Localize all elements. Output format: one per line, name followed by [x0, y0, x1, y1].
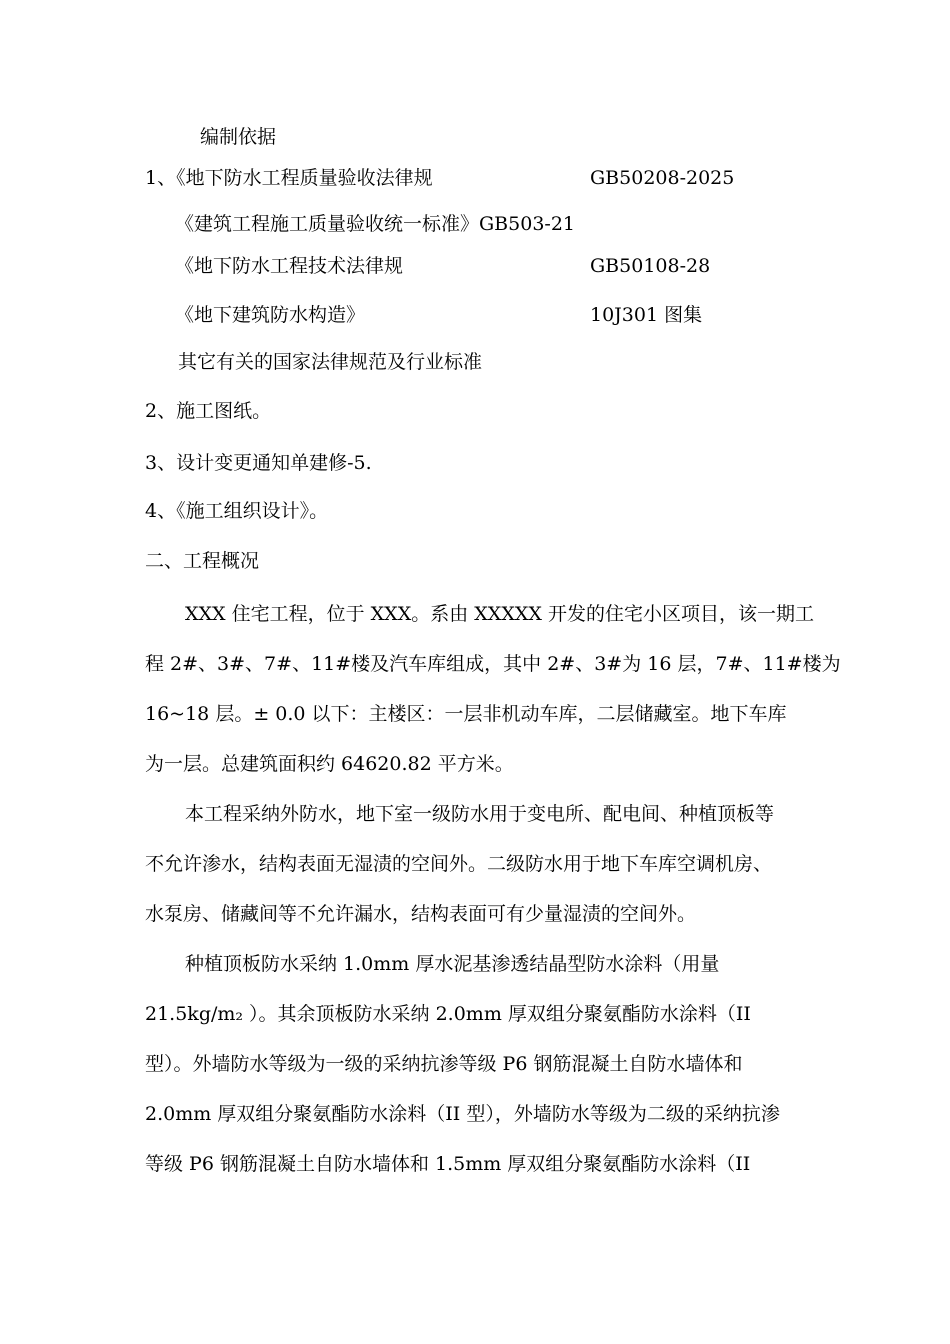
basis-heading: 编制依据 — [200, 126, 277, 148]
reference-4-code: 10J301 图集 — [590, 304, 703, 326]
paragraph-line: 本工程采纳外防水，地下室一级防水用于变电所、配电间、种植顶板等 — [185, 803, 775, 825]
reference-2-title: 《建筑工程施工质量验收统一标准》GB503-21 — [175, 213, 576, 235]
paragraph-line: 为一层。总建筑面积约 64620.82 平方米。 — [145, 753, 514, 775]
paragraph-line: 21.5kg/m₂ ）。其余顶板防水采纳 2.0mm 厚双组分聚氨酯防水涂料（II — [145, 1003, 751, 1025]
reference-4-title: 《地下建筑防水构造》 — [175, 304, 366, 326]
reference-3-code: GB50108-28 — [590, 255, 711, 277]
paragraph-line: XXX 住宅工程，位于 XXX。系由 XXXXX 开发的住宅小区项目，该一期工 — [185, 603, 814, 625]
basis-item-4: 4、《施工组织设计》。 — [145, 500, 329, 522]
overview-paragraph-3 — [145, 939, 823, 1189]
basis-item-3: 3、设计变更通知单建修-5. — [145, 452, 372, 474]
reference-3-title: 《地下防水工程技术法律规 — [175, 255, 404, 277]
paragraph-line: 2.0mm 厚双组分聚氨酯防水涂料（II 型），外墙防水等级为二级的采纳抗渗 — [145, 1103, 780, 1125]
basis-item-2: 2、施工图纸。 — [145, 400, 272, 422]
paragraph-line: 种植顶板防水采纳 1.0mm 厚水泥基渗透结晶型防水涂料（用量 — [185, 953, 720, 975]
reference-5-title: 其它有关的国家法律规范及行业标准 — [178, 351, 483, 373]
overview-paragraph-1 — [145, 589, 841, 789]
reference-1-code: GB50208-2025 — [590, 167, 735, 189]
overview-heading: 二、工程概况 — [145, 550, 260, 572]
paragraph-line: 程 2#、3#、7#、11#楼及汽车库组成，其中 2#、3#为 16 层，7#、11#楼为 — [145, 653, 841, 675]
paragraph-line: 型）。外墙防水等级为一级的采纳抗渗等级 P6 钢筋混凝土自防水墙体和 — [145, 1053, 743, 1075]
overview-paragraph-2 — [145, 789, 823, 939]
paragraph-line: 等级 P6 钢筋混凝土自防水墙体和 1.5mm 厚双组分聚氨酯防水涂料（II — [145, 1153, 751, 1175]
paragraph-line: 不允许渗水，结构表面无湿渍的空间外。二级防水用于地下车库空调机房、 — [145, 853, 773, 875]
paragraph-line: 16~18 层。± 0.0 以下：主楼区：一层非机动车库，二层储藏室。地下车库 — [145, 703, 787, 725]
reference-1-title: 1、《地下防水工程质量验收法律规 — [145, 167, 433, 189]
paragraph-line: 水泵房、储藏间等不允许漏水，结构表面可有少量湿渍的空间外。 — [145, 903, 697, 925]
